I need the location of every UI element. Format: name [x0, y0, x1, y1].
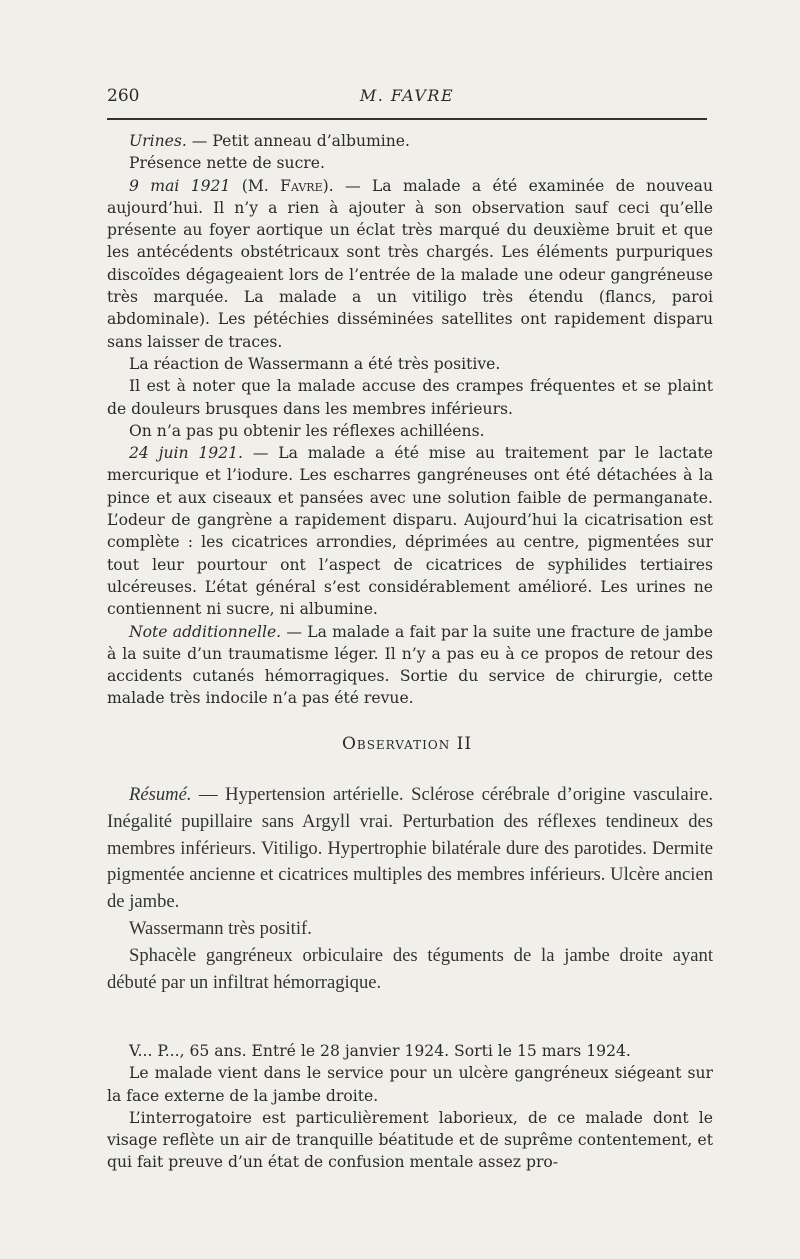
- note-label: Note additionnelle.: [129, 622, 282, 641]
- page-number: 260: [107, 86, 140, 106]
- header-rule: [107, 118, 707, 120]
- author-favre: Favre: [280, 176, 323, 195]
- paragraph-sucre: Présence nette de sucre.: [129, 154, 325, 173]
- paragraph-interrogatoire: L’interrogatoire est particulièrement laborieux, de ce malade dont le visage reflète un air de tranquille béatitude et de suprême contentement, et qui fait preuve d’un état de confusion mentale assez pro-: [107, 1108, 713, 1172]
- urines-label: Urines.: [129, 132, 187, 150]
- paragraph-note: [107, 621, 713, 710]
- date1-rest: ). — La malade a été examinée de nouveau aujourd’hui. Il n’y a rien à ajouter à son observation sauf ceci qu’elle présente au foyer aortique un éclat très marqué du deuxième bruit et que les antécédents obstétricaux sont très chargés. Les éléments purpuriques discoïdes dégageaient lors de l’entrée de la malade une odeur gangréneuse très marquée. La malade a un vitiligo très étendu (flancs, paroi abdominale). Les pétéchies disséminées satellites ont rapidement disparu sans laisser de traces.: [107, 176, 714, 351]
- resume-sphacele: Sphacèle gangréneux orbiculaire des téguments de la jambe droite ayant débuté par un infiltrat hémorragique.: [107, 944, 713, 993]
- resume-text: — Hypertension artérielle. Sclérose cérébrale d’origine vasculaire. Inégalité pupillaire sans Argyll vrai. Perturbation des réflexes tendineux des membres inférieurs. Vitiligo. Hypertrophie bilatérale dure des parotides. Dermite pigmentée ancienne et cicatrices multiples des membres inférieurs. Ulcère ancien de jambe.: [107, 784, 713, 913]
- paragraph-reflexes: On n’a pas pu obtenir les réflexes achilléens.: [129, 421, 485, 440]
- paragraph-malade: Le malade vient dans le service pour un ulcère gangréneux siégeant sur la face externe de la jambe droite.: [107, 1064, 713, 1105]
- section-title: Observation II: [341, 734, 473, 754]
- date1-mid: (M.: [230, 176, 281, 195]
- page-header: [107, 86, 707, 108]
- date-9-mai: 9 mai 1921: [129, 176, 231, 195]
- note-rest: — La malade a fait par la suite une fracture de jambe à la suite d’un traumatisme léger. Il n’y a pas eu à ce propos de retour des accidents cutanés hémorragiques. Sortie du service de chirurgie, cette malade très indocile n’a pas été revue.: [107, 622, 713, 708]
- body-text-top: [107, 130, 713, 710]
- resume-wassermann: Wassermann très positif.: [129, 917, 312, 939]
- paragraph-wassermann: La réaction de Wassermann a été très positive.: [129, 354, 501, 373]
- paragraph-patient: V... P..., 65 ans. Entré le 28 janvier 1924. Sorti le 15 mars 1924.: [129, 1042, 631, 1060]
- resume-label: Résumé.: [129, 784, 192, 805]
- date-24-juin: 24 juin 1921.: [129, 444, 244, 463]
- urines-text: — Petit anneau d’albumine.: [186, 132, 410, 150]
- resume-paragraph: [107, 782, 713, 916]
- running-title: M. FAVRE: [359, 86, 455, 105]
- date2-rest: — La malade a été mise au traitement par le lactate mercurique et l’iodure. Les escharres gangréneuses ont été détachées à la pince et aux ciseaux et pansées avec une solution faible de permanganate. L’odeur de gangrène a rapidement disparu. Aujourd’hui la cicatrisation est complète : les cicatrices arrondies, déprimées au centre, pigmentées sur tout leur pourtour ont l’aspect de cicatrices de syphilides tertiaires ulcéreuses. L’état général s’est considérablement amélioré. Les urines ne contiennent ni sucre, ni albumine.: [107, 444, 714, 619]
- body-text-bottom: [107, 1040, 713, 1174]
- paragraph-urines: [107, 130, 713, 152]
- resume-block: [107, 782, 713, 996]
- paragraph-24-juin: [107, 442, 713, 620]
- paragraph-crampes: Il est à noter que la malade accuse des crampes fréquentes et se plaint de douleurs brusques dans les membres inférieurs.: [107, 377, 713, 418]
- paragraph-9-mai: [107, 175, 713, 353]
